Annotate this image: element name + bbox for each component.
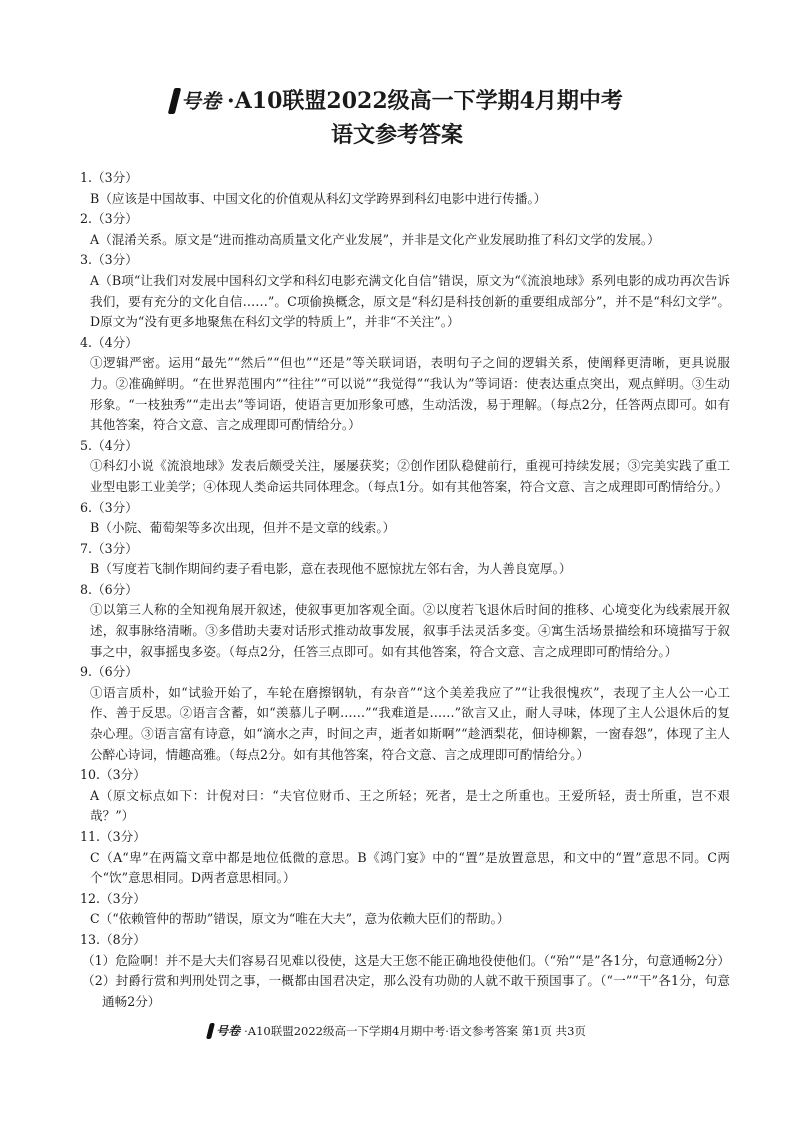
answer-item	[80, 333, 730, 436]
question-number: 13.（8分）	[80, 931, 146, 947]
translation-answer: （1）危险啊！并不是大夫们容易召见难以役使，这是大王您不能正确地役使他们。（“殆”“是”各1分，句意通畅2分）	[82, 952, 730, 968]
answer-list	[80, 168, 730, 1012]
answer-text: ①以第三人称的全知视角展开叙述，使叙事更加客观全面。②以度若飞退休后时间的推移、心境变化为线索展开叙述，叙事脉络清晰。③多借助夫妻对话形式推动故事发展，叙事手法灵活多变。④寓生活场景描绘和环境描写于叙事之中，叙事摇曳多姿。（每点2分，任答三点即可。如有其他答案，符合文意、言之成理即可酌情给分。）	[90, 602, 730, 659]
question-number: 5.（4分）	[80, 437, 138, 453]
document-subtitle: 语文参考答案	[330, 122, 463, 148]
answer-text: ①语言质朴，如“试验开始了，车轮在磨擦钢轨，有杂音”“这个美差我应了”“让我很愧疚”，表现了主人公一心工作、善于反思。②语言含蓄，如“羡慕儿子啊……”“我难道是……”欲言又止，耐人寻味，体现了主人公退休后的复杂心理。③语言富有诗意，如“滴水之声，时间之声，逝者如斯啊”“趁洒梨花，佃诗柳絮，一窗春怨”，体现了主人公醉心诗词，情趣高雅。（每点2分。如有其他答案，符合文意、言之成理即可酌情给分。）	[90, 684, 730, 762]
answer-item	[80, 250, 730, 332]
answer-text: C（“依赖管仲的帮助”错误，原文为“唯在大夫”，意为依赖大臣们的帮助。）	[90, 911, 510, 927]
answer-item	[80, 539, 730, 580]
answer-text: B（写度若飞制作期间约妻子看电影，意在表现他不愿惊扰左邻右舍，为人善良宽厚。）	[90, 561, 572, 577]
answer-text: A（B项“让我们对发展中国科幻文学和科幻电影充满文化自信”错误，原文为“《流浪地球》系列电影的成功再次告诉我们，要有充分的文化自信……”。C项偷换概念，原文是“科幻是科技创新的重要组成部分”，并不是“科幻文学”。D原文为“没有更多地聚焦在科幻文学的特质上”，并非“不关注”。）	[90, 272, 730, 330]
question-number: 1.（3分）	[80, 170, 138, 185]
page-header	[0, 86, 794, 150]
answer-item	[80, 580, 730, 662]
answer-text: A（混淆关系。原文是“进而推动高质量文化产业发展”，并非是文化产业发展助推了科幻文学的发展。）	[90, 231, 660, 247]
answer-text: A（原文标点如下：计倪对曰：“夫官位财币、王之所轻；死者，是士之所重也。王爱所轻，责士所重，岂不艰哉？”）	[90, 787, 730, 824]
answer-item	[80, 930, 730, 1012]
question-number: 3.（3分）	[80, 252, 138, 268]
question-number: 2.（3分）	[80, 211, 138, 227]
answer-text: B（小院、葡萄架等多次出现，但并不是文章的线索。）	[90, 520, 396, 536]
footer-logo-text: 号卷	[216, 1024, 241, 1038]
footer-text: ·A10联盟2022级高一下学期4月期中考·语文参考答案 第1页 共3页	[244, 1023, 586, 1038]
translation-answer: （2）封爵行赏和判刑处罚之事，一概都由国君决定，那么没有功勋的人就不敢干预国事了。（“一”“干”各1分，句意通畅2分）	[82, 973, 730, 1009]
answer-item	[80, 765, 730, 827]
footer-logo	[208, 1022, 240, 1039]
answer-item	[80, 436, 730, 498]
answer-item	[80, 827, 730, 889]
question-number: 6.（3分）	[80, 499, 138, 515]
brand-logo	[171, 86, 221, 116]
answer-item	[80, 498, 730, 539]
answer-text: B（应该是中国故事、中国文化的价值观从科幻文学跨界到科幻电影中进行传播。）	[90, 190, 547, 206]
question-number: 9.（6分）	[80, 664, 138, 680]
question-number: 10.（3分）	[80, 767, 146, 783]
question-number: 12.（3分）	[80, 890, 146, 906]
document-title	[0, 86, 794, 116]
answer-item	[80, 209, 730, 250]
question-number: 7.（3分）	[80, 540, 138, 556]
answer-item	[80, 168, 730, 209]
question-number: 11.（3分）	[80, 829, 146, 844]
brush-stroke-icon	[206, 1023, 215, 1039]
logo-text: 号卷	[181, 89, 222, 113]
title-text: ·A10联盟2022级高一下学期4月期中考	[227, 88, 623, 114]
page-footer	[0, 1022, 794, 1039]
question-number: 4.（4分）	[80, 334, 138, 350]
answer-item	[80, 662, 730, 765]
answer-text: C（A“卑”在两篇文章中都是地位低微的意思。B《鸿门宴》中的“置”是放置意思，和文中的“置”意思不同。C两个“饮”意思相同。D两者意思相同。）	[90, 849, 730, 886]
answer-text: ①科幻小说《流浪地球》发表后颇受关注，屡屡获奖；②创作团队稳健前行，重视可持续发展；③完美实践了重工业型电影工业美学；④体现人类命运共同体理念。（每点1分。如有其他答案，符合文意、言之成理即可酌情给分。）	[90, 458, 730, 494]
answer-item	[80, 889, 730, 930]
brush-stroke-icon	[168, 88, 181, 114]
question-number: 8.（6分）	[80, 581, 138, 597]
answer-text: ①逻辑严密。运用“最先”“然后”“但也”“还是”等关联词语，表明句子之间的逻辑关系，使阐释更清晰，更具说服力。②准确鲜明。“在世界范围内”“往往”“可以说”“我觉得”“我认为”等词语：使表达重点突出，观点鲜明。③生动形象。“一枝独秀”“走出去”等词语，使语言更加形象可感，生动活泼，易于理解。（每点2分，任答两点即可。如有其他答案，符合文意、言之成理即可酌情给分。）	[90, 355, 730, 433]
